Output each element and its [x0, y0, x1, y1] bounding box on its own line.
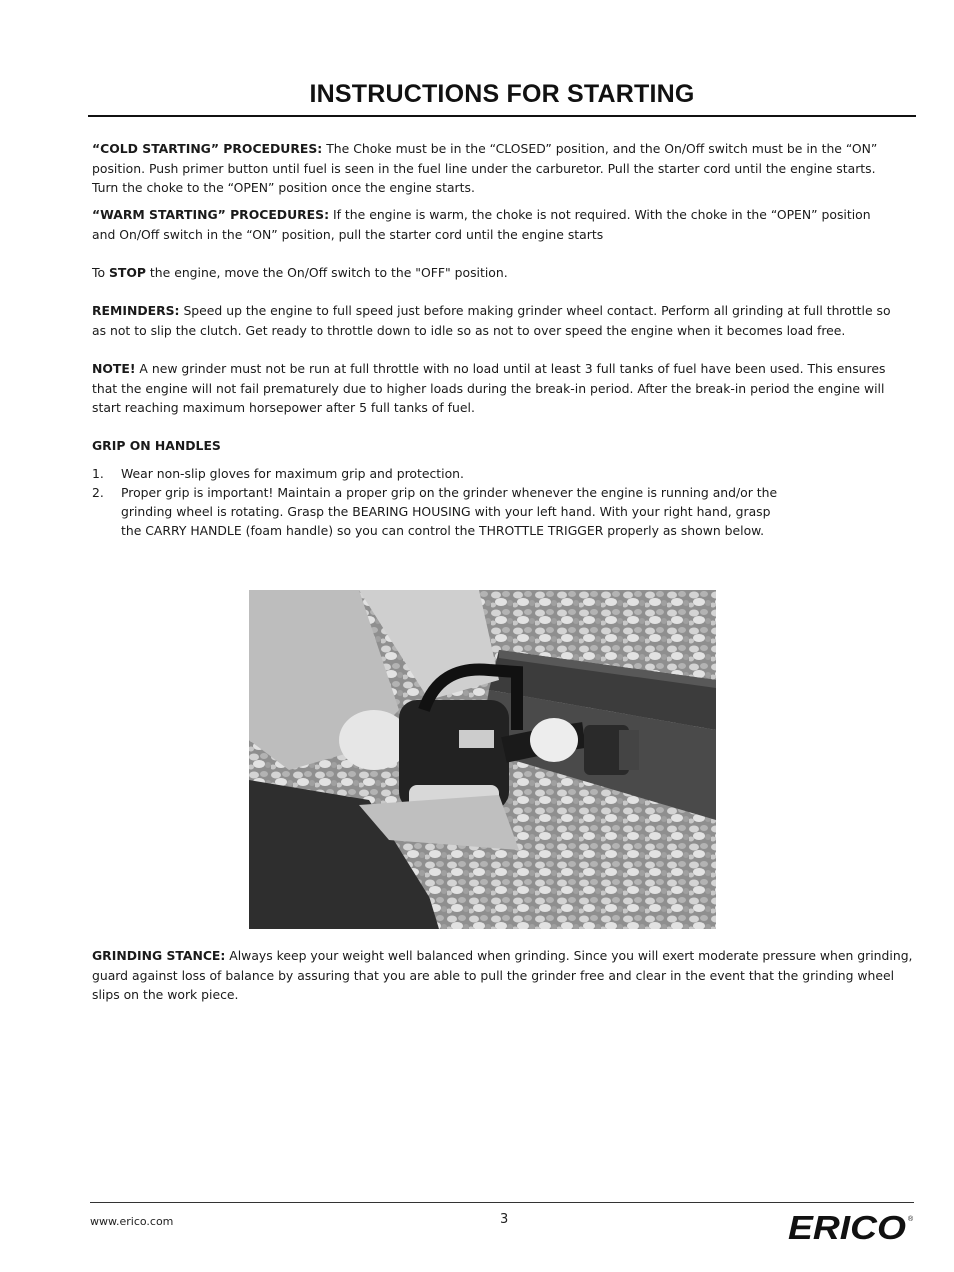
- note-line-2: that the engine will not fail prematurely due to higher loads during the break-in period. After the break-in period the engine will: [92, 380, 885, 396]
- note-line-3: start reaching maximum horsepower after 5 full tanks of fuel.: [92, 400, 475, 415]
- grinding-stance-heading: GRINDING STANCE:: [92, 948, 226, 963]
- page-title: INSTRUCTIONS FOR STARTING: [309, 80, 695, 108]
- page-number: 3: [500, 1212, 509, 1227]
- reminders-heading: REMINDERS:: [92, 303, 180, 318]
- footer-url[interactable]: www.erico.com: [90, 1215, 174, 1228]
- list-item-number: 1.: [92, 466, 104, 481]
- title-divider: [88, 115, 916, 117]
- warm-starting-paragraph: [92, 205, 914, 244]
- stop-suffix: the engine, move the On/Off switch to the "OFF" position.: [145, 265, 508, 280]
- stop-prefix: To: [92, 265, 109, 280]
- grip-heading: GRIP ON HANDLES: [92, 438, 221, 453]
- note-heading: NOTE!: [92, 361, 136, 376]
- list-item: [92, 483, 812, 540]
- warm-line-2: and On/Off switch in the “ON” position, pull the starter cord until the engine starts: [92, 226, 604, 242]
- warm-line-1: If the engine is warm, the choke is not required. With the choke in the “OPEN” position: [329, 207, 871, 222]
- cold-starting-paragraph: [92, 139, 914, 198]
- stance-line-3: slips on the work piece.: [92, 987, 239, 1002]
- note-paragraph: [92, 359, 914, 418]
- cold-line-2: position. Push primer button until fuel is seen in the fuel line under the carburetor. Pull the starter cord until the engine starts.: [92, 160, 876, 176]
- list-item-text: the CARRY HANDLE (foam handle) so you can control the THROTTLE TRIGGER properly as shown below.: [121, 523, 765, 538]
- grip-heading-paragraph: [92, 436, 914, 456]
- reminders-line-1: Speed up the engine to full speed just before making grinder wheel contact. Perform all grinding at full throttle so: [179, 303, 891, 318]
- grinder-photo: [249, 590, 716, 929]
- erico-logo: [786, 1212, 916, 1248]
- reminders-line-2: as not to slip the clutch. Get ready to throttle down to idle so as not to over speed the engine when it becomes load free.: [92, 322, 846, 338]
- grinding-stance-paragraph: [92, 946, 914, 1005]
- cold-line-3: Turn the choke to the “OPEN” position once the engine starts.: [92, 180, 475, 195]
- list-item-text: Wear non-slip gloves for maximum grip and protection.: [121, 466, 464, 481]
- stance-line-1: Always keep your weight well balanced when grinding. Since you will exert moderate pressure when grinding,: [225, 948, 913, 963]
- list-item-text: Proper grip is important! Maintain a proper grip on the grinder whenever the engine is running and/or the: [121, 485, 778, 500]
- grip-list: [92, 464, 812, 540]
- logo-text: ERICO: [788, 1212, 907, 1244]
- list-item: [92, 464, 812, 483]
- footer-divider: [90, 1202, 914, 1203]
- warm-starting-heading: “WARM STARTING” PROCEDURES:: [92, 207, 330, 222]
- list-item-text: grinding wheel is rotating. Grasp the BEARING HOUSING with your left hand. With your right hand, grasp: [121, 504, 771, 519]
- note-line-1: A new grinder must not be run at full throttle with no load until at least 3 full tanks of fuel have been used. This ensures: [135, 361, 886, 376]
- reminders-paragraph: [92, 301, 914, 340]
- registered-mark: ®: [908, 1216, 914, 1223]
- cold-line-1: The Choke must be in the “CLOSED” position, and the On/Off switch must be in the “ON”: [322, 141, 878, 156]
- stop-keyword: STOP: [108, 265, 146, 280]
- stop-paragraph: [92, 263, 914, 283]
- list-item-number: 2.: [92, 485, 104, 500]
- cold-starting-heading: “COLD STARTING” PROCEDURES:: [92, 141, 323, 156]
- stance-line-2: guard against loss of balance by assuring that you are able to pull the grinder free and clear in the event that the grinding wheel: [92, 967, 895, 983]
